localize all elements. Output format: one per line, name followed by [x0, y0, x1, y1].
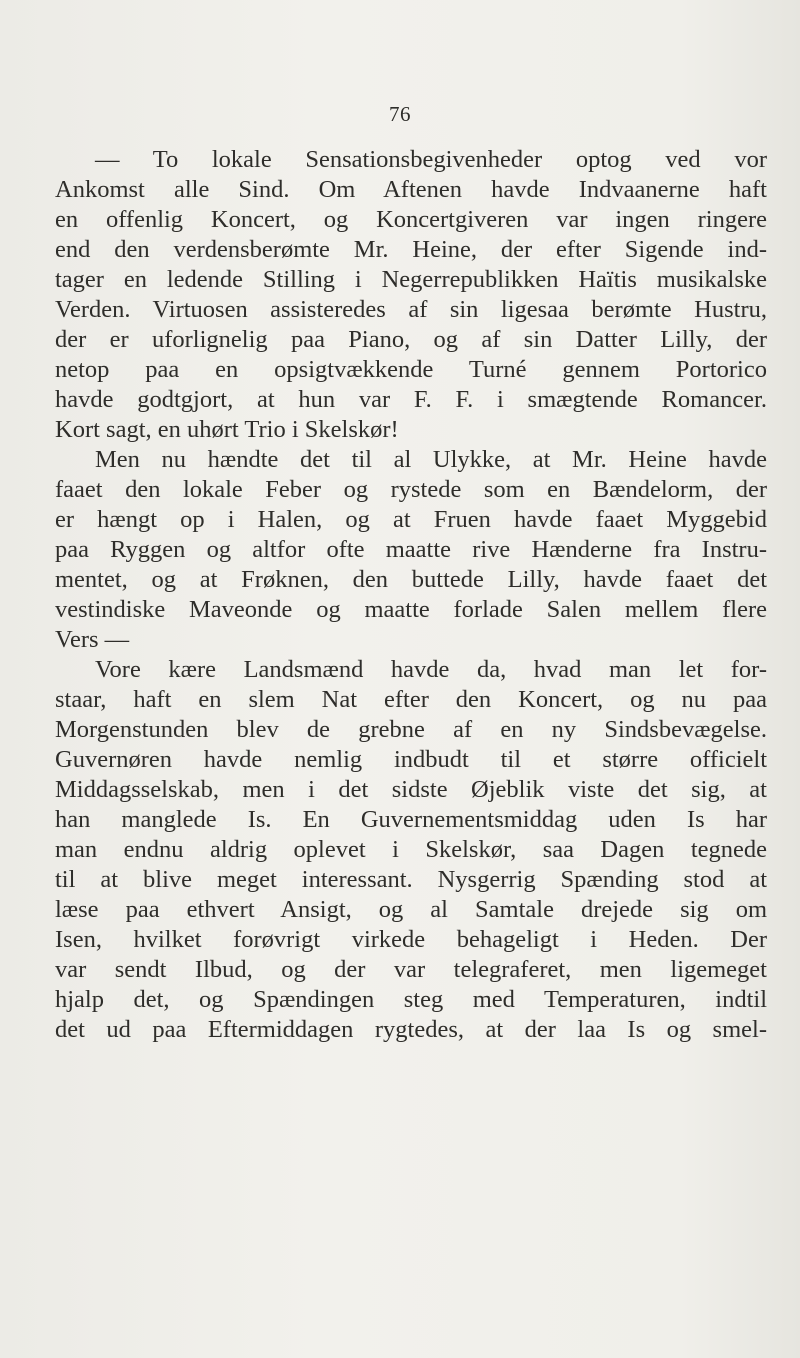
text-line: netop paa en opsigtvækkende Turné gennem Portorico [55, 356, 767, 383]
text-line: man endnu aldrig oplevet i Skelskør, saa Dagen tegnede [55, 836, 767, 863]
text-line: er hængt op i Halen, og at Fruen havde faaet Myggebid [55, 506, 767, 533]
text-line: — To lokale Sensationsbegivenheder optog ved vor [95, 146, 767, 173]
text-line: vestindiske Maveonde og maatte forlade Salen mellem flere [55, 596, 767, 623]
text-line: Men nu hændte det til al Ulykke, at Mr. Heine havde [95, 446, 767, 473]
text-line: Vore kære Landsmænd havde da, hvad man let for- [95, 656, 767, 683]
text-line: læse paa ethvert Ansigt, og al Samtale drejede sig om [55, 896, 767, 923]
page-number: 76 [389, 102, 411, 126]
text-line: Isen, hvilket forøvrigt virkede behageligt i Heden. Der [55, 926, 767, 953]
text-line: Guvernøren havde nemlig indbudt til et større officielt [55, 746, 767, 773]
text-line: Vers — [55, 626, 130, 653]
text-line: hjalp det, og Spændingen steg med Temperaturen, indtil [55, 986, 767, 1013]
text-line: end den verdensberømte Mr. Heine, der efter Sigende ind- [55, 236, 767, 263]
text-line: var sendt Ilbud, og der var telegraferet, men ligemeget [55, 956, 767, 983]
text-line: paa Ryggen og altfor ofte maatte rive Hænderne fra Instru- [55, 536, 767, 563]
text-line: der er uforlignelig paa Piano, og af sin Datter Lilly, der [55, 326, 767, 353]
text-line: Verden. Virtuosen assisteredes af sin ligesaa berømte Hustru, [55, 296, 767, 323]
text-line: han manglede Is. En Guvernementsmiddag uden Is har [55, 806, 767, 833]
text-line: tager en ledende Stilling i Negerrepublikken Haïtis musikalske [55, 266, 767, 293]
text-line: det ud paa Eftermiddagen rygtedes, at der laa Is og smel- [55, 1016, 767, 1043]
text-line: en offenlig Koncert, og Koncertgiveren var ingen ringere [55, 206, 767, 233]
text-line: Morgenstunden blev de grebne af en ny Sindsbevægelse. [55, 716, 767, 743]
text-line: mentet, og at Frøknen, den buttede Lilly, havde faaet det [55, 566, 767, 593]
text-line: havde godtgjort, at hun var F. F. i smægtende Romancer. [55, 386, 767, 413]
text-line: Middagsselskab, men i det sidste Øjeblik viste det sig, at [55, 776, 767, 803]
text-line: Ankomst alle Sind. Om Aftenen havde Indvaanerne haft [55, 176, 767, 203]
text-line: staar, haft en slem Nat efter den Koncert, og nu paa [55, 686, 767, 713]
text-line: Kort sagt, en uhørt Trio i Skelskør! [55, 416, 399, 443]
body-text [55, 145, 767, 1045]
text-line: faaet den lokale Feber og rystede som en Bændelorm, der [55, 476, 767, 503]
text-line: til at blive meget interessant. Nysgerrig Spænding stod at [55, 866, 767, 893]
